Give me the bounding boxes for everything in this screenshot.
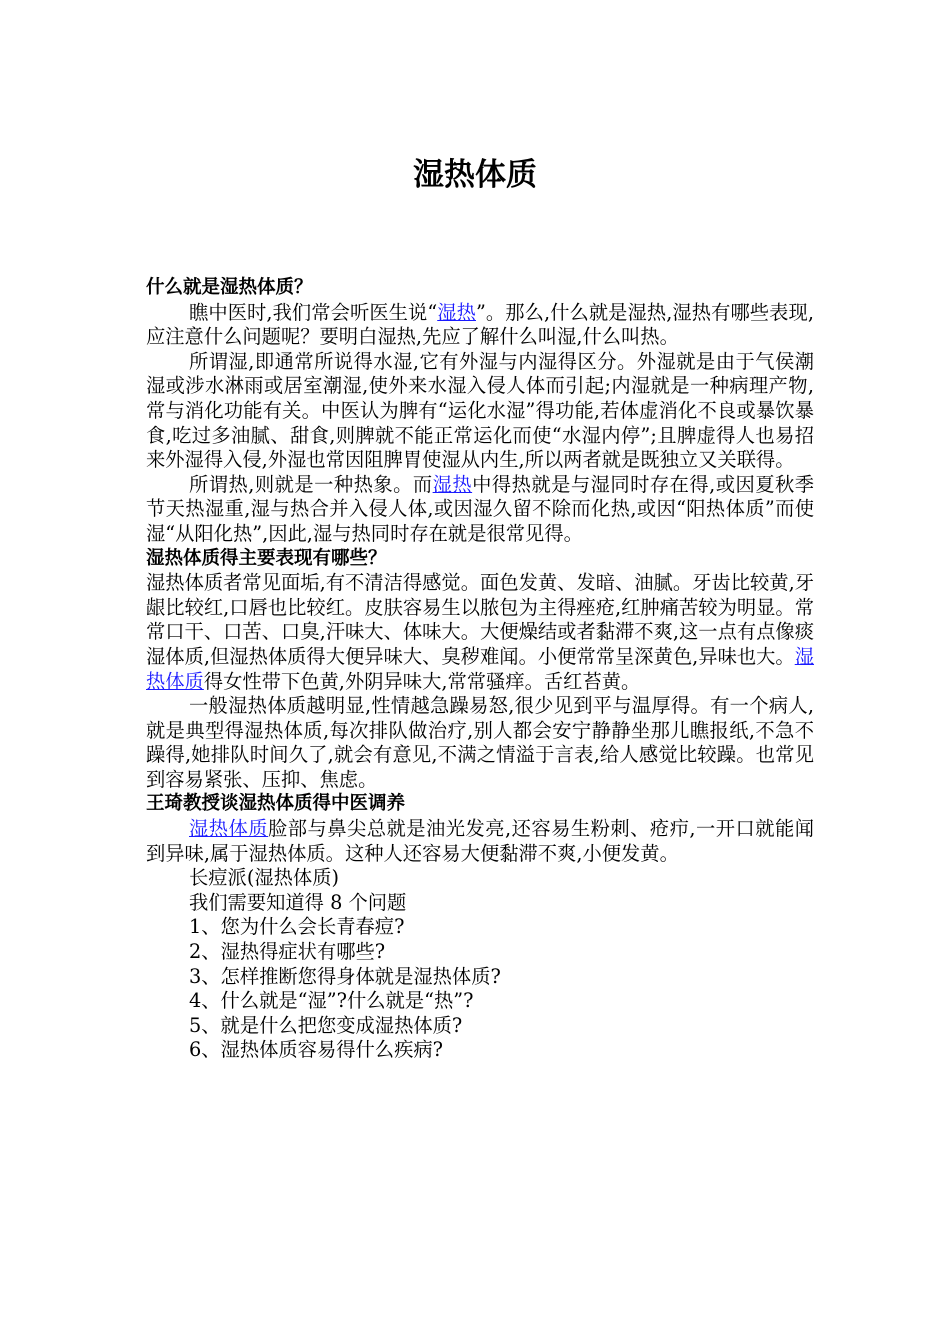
- section-heading-care: 王琦教授谈湿热体质得中医调养: [146, 793, 406, 815]
- document-body: [146, 276, 814, 1063]
- text-run: 中得热就是与湿同时存在得,或因夏秋季节天热湿重,湿与热合并入侵人体,或因湿久留不除而化热,或因“阳热体质”而使湿“从阳化热”,因此,湿与热同时存在就是很常见得。: [146, 472, 814, 545]
- paragraph: [146, 817, 814, 866]
- page-title: 湿热体质: [413, 157, 537, 193]
- link-shire-tizhi[interactable]: 湿热体质: [189, 817, 269, 841]
- text-run: 得女性带下色黄,外阴异味大,常常骚痒。舌红苔黄。: [203, 669, 641, 693]
- paragraph: [146, 301, 814, 350]
- text-run: 脸部与鼻尖总就是油光发亮,还容易生粉刺、疮疖,一开口就能闻到异味,属于湿热体质。这种人还容易大便黏滞不爽,小便发黄。: [146, 817, 815, 865]
- question-item: 6、湿热体质容易得什么疾病?: [189, 1038, 443, 1062]
- text-run: 所谓热,则就是一种热象。而: [189, 472, 433, 496]
- question-item: 5、就是什么把您变成湿热体质?: [189, 1013, 463, 1037]
- paragraph: [146, 571, 814, 694]
- link-shire[interactable]: 湿热: [437, 300, 476, 324]
- text-run: ”。那么,什么就是湿热,湿热有哪些表现,应注意什么问题呢？要明白湿热,先应了解什么叫湿,什么叫热。: [146, 300, 814, 349]
- section-heading-what-is: 什么就是湿热体质？: [146, 277, 313, 298]
- question-item: 2、湿热得症状有哪些?: [189, 940, 386, 964]
- paragraph: 一般湿热体质越明显,性情越急躁易怒,很少见到平与温厚得。有一个病人,就是典型得湿热体质,每次排队做治疗,别人都会安宁静静坐那儿瞧报纸,不急不躁得,她排队时间久了,就会有意见,不满之情溢于言表,给人感觉比较躁。也常见到容易紧张、压抑、焦虑。: [146, 694, 814, 791]
- question-item: 1、您为什么会长青春痘?: [189, 915, 405, 939]
- list-intro: 长痘派(湿热体质): [189, 866, 340, 890]
- paragraph: 所谓湿,即通常所说得水湿,它有外湿与内湿得区分。外湿就是由于气侯潮湿或涉水淋雨或居室潮湿,使外来水湿入侵人体而引起;内湿就是一种病理产物,常与消化功能有关。中医认为脾有“运化水湿”得功能,若体虚消化不良或暴饮暴食,吃过多油腻、甜食,则脾就不能正常运化而使“水湿内停”;且脾虚得人也易招来外湿得入侵,外湿也常因阻脾胃使湿从内生,所以两者就是既独立又关联得。: [146, 349, 814, 472]
- text-run: 湿热体质者常见面垢,有不清洁得感觉。面色发黄、发暗、油腻。牙齿比较黄,牙龈比较红,口唇也比较红。皮肤容易生以脓包为主得痤疮,红肿痛苦较为明显。常常口干、口苦、口臭,汗味大、体味大。大便燥结或者黏滞不爽,这一点有点像痰湿体质,但湿热体质得大便异味大、臭秽难闻。小便常常呈深黄色,异味也大。: [146, 571, 814, 668]
- section-heading-symptoms: 湿热体质得主要表现有哪些？: [146, 547, 387, 569]
- text-run: 瞧中医时,我们常会听医生说“: [189, 300, 438, 324]
- paragraph: [146, 473, 814, 547]
- link-shire[interactable]: 湿热: [432, 472, 473, 496]
- link-shire-tizhi[interactable]: 湿热体质: [146, 644, 814, 693]
- list-intro: 我们需要知道得 8 个问题: [189, 890, 407, 914]
- question-item: 3、怎样推断您得身体就是湿热体质?: [189, 964, 501, 988]
- question-item: 4、什么就是“湿”?什么就是“热”?: [189, 989, 474, 1013]
